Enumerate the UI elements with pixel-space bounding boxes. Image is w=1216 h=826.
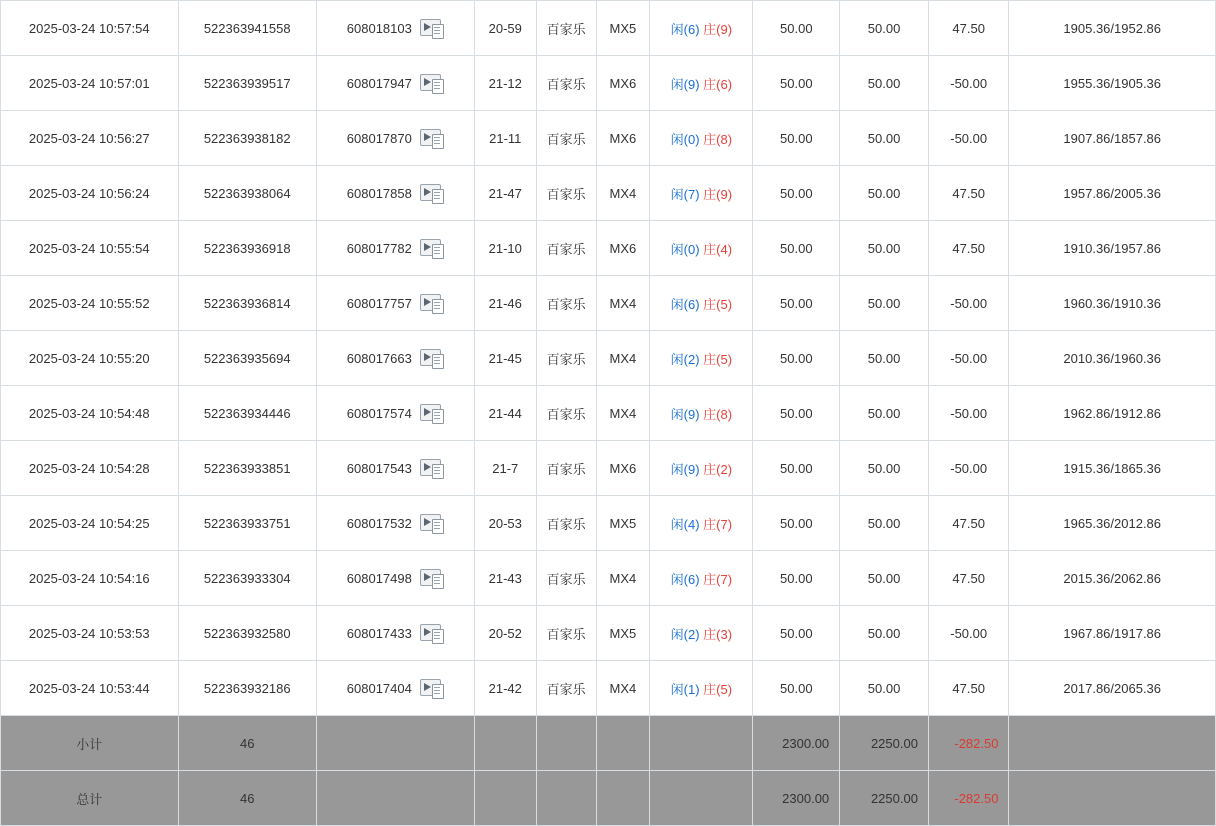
cell-payout: -50.00 xyxy=(928,606,1009,661)
round-no-text: 608017532 xyxy=(346,515,412,531)
cell-round-no xyxy=(316,496,474,551)
cell-table-no: 21-47 xyxy=(474,166,536,221)
round-no-text: 608017404 xyxy=(346,680,412,696)
cell-table-no: 21-7 xyxy=(474,441,536,496)
cell-valid-bet: 50.00 xyxy=(840,551,929,606)
cell-order-no: 522363941558 xyxy=(178,1,316,56)
cell-table-no: 21-45 xyxy=(474,331,536,386)
cell-bet-amount[interactable]: 50.00 xyxy=(753,661,840,716)
cell-table-no: 20-53 xyxy=(474,496,536,551)
cell-host: MX5 xyxy=(596,606,650,661)
cell-payout: -50.00 xyxy=(928,441,1009,496)
video-replay-icon[interactable] xyxy=(420,72,444,94)
cell-game: 百家乐 xyxy=(536,606,596,661)
result-banker: 庄(5) xyxy=(703,351,733,367)
cell-round-no xyxy=(316,441,474,496)
table-row xyxy=(1,441,1216,496)
subtotal-blank-balance xyxy=(1009,716,1216,771)
round-no-text: 608017498 xyxy=(346,570,412,586)
cell-order-no: 522363938182 xyxy=(178,111,316,166)
cell-payout: 47.50 xyxy=(928,1,1009,56)
result-banker: 庄(4) xyxy=(703,241,733,257)
cell-result xyxy=(650,331,753,386)
round-no-text: 608017858 xyxy=(346,185,412,201)
result-player: 闲(0) xyxy=(670,131,700,147)
cell-result xyxy=(650,221,753,276)
cell-game: 百家乐 xyxy=(536,56,596,111)
cell-host: MX6 xyxy=(596,221,650,276)
cell-result xyxy=(650,386,753,441)
cell-time: 2025-03-24 10:55:54 xyxy=(1,221,179,276)
cell-bet-amount[interactable]: 50.00 xyxy=(753,166,840,221)
table-row xyxy=(1,1,1216,56)
cell-time: 2025-03-24 10:53:44 xyxy=(1,661,179,716)
cell-order-no: 522363936814 xyxy=(178,276,316,331)
table-row xyxy=(1,551,1216,606)
total-payout: -282.50 xyxy=(928,771,1009,826)
total-blank-round xyxy=(316,771,474,826)
cell-table-no: 21-11 xyxy=(474,111,536,166)
cell-game: 百家乐 xyxy=(536,441,596,496)
cell-balance: 2010.36/1960.36 xyxy=(1009,331,1216,386)
cell-payout: -50.00 xyxy=(928,276,1009,331)
cell-table-no: 21-44 xyxy=(474,386,536,441)
table-row xyxy=(1,386,1216,441)
video-replay-icon[interactable] xyxy=(420,622,444,644)
cell-order-no: 522363932580 xyxy=(178,606,316,661)
table-row xyxy=(1,166,1216,221)
cell-result xyxy=(650,606,753,661)
cell-host: MX6 xyxy=(596,441,650,496)
cell-bet-amount[interactable]: 50.00 xyxy=(753,606,840,661)
cell-round-no xyxy=(316,1,474,56)
subtotal-row xyxy=(1,716,1216,771)
cell-balance: 1962.86/1912.86 xyxy=(1009,386,1216,441)
round-no-text: 608017574 xyxy=(346,405,412,421)
cell-host: MX4 xyxy=(596,551,650,606)
cell-payout: -50.00 xyxy=(928,56,1009,111)
result-player: 闲(9) xyxy=(670,76,700,92)
subtotal-blank-result xyxy=(650,716,753,771)
total-blank-host xyxy=(596,771,650,826)
cell-order-no: 522363934446 xyxy=(178,386,316,441)
cell-order-no: 522363939517 xyxy=(178,56,316,111)
cell-time: 2025-03-24 10:54:28 xyxy=(1,441,179,496)
round-no-text: 608018103 xyxy=(346,20,412,36)
result-banker: 庄(7) xyxy=(703,516,733,532)
cell-table-no: 21-42 xyxy=(474,661,536,716)
subtotal-payout: -282.50 xyxy=(928,716,1009,771)
round-no-text: 608017433 xyxy=(346,625,412,641)
cell-result xyxy=(650,551,753,606)
cell-time: 2025-03-24 10:57:54 xyxy=(1,1,179,56)
table-row xyxy=(1,221,1216,276)
result-banker: 庄(5) xyxy=(703,296,733,312)
cell-bet-amount[interactable]: 50.00 xyxy=(753,276,840,331)
cell-balance: 2015.36/2062.86 xyxy=(1009,551,1216,606)
cell-result xyxy=(650,111,753,166)
subtotal-blank-game xyxy=(536,716,596,771)
cell-result xyxy=(650,496,753,551)
result-player: 闲(6) xyxy=(670,296,700,312)
cell-valid-bet: 50.00 xyxy=(840,331,929,386)
total-row xyxy=(1,771,1216,826)
round-no-text: 608017782 xyxy=(346,240,412,256)
total-blank-table xyxy=(474,771,536,826)
cell-balance: 1960.36/1910.36 xyxy=(1009,276,1216,331)
subtotal-count: 46 xyxy=(178,716,316,771)
table-row xyxy=(1,56,1216,111)
cell-result xyxy=(650,166,753,221)
subtotal-blank-table xyxy=(474,716,536,771)
cell-table-no: 21-46 xyxy=(474,276,536,331)
result-player: 闲(2) xyxy=(670,626,700,642)
cell-time: 2025-03-24 10:56:24 xyxy=(1,166,179,221)
cell-host: MX4 xyxy=(596,276,650,331)
round-no-text: 608017870 xyxy=(346,130,412,146)
cell-payout: 47.50 xyxy=(928,221,1009,276)
cell-host: MX5 xyxy=(596,496,650,551)
cell-order-no: 522363935694 xyxy=(178,331,316,386)
cell-valid-bet: 50.00 xyxy=(840,166,929,221)
cell-valid-bet: 50.00 xyxy=(840,111,929,166)
table-row xyxy=(1,496,1216,551)
result-player: 闲(4) xyxy=(670,516,700,532)
video-replay-icon[interactable] xyxy=(420,17,444,39)
cell-order-no: 522363933851 xyxy=(178,441,316,496)
total-blank-game xyxy=(536,771,596,826)
cell-round-no xyxy=(316,221,474,276)
cell-result xyxy=(650,1,753,56)
video-replay-icon[interactable] xyxy=(420,567,444,589)
cell-payout: -50.00 xyxy=(928,111,1009,166)
cell-valid-bet: 50.00 xyxy=(840,1,929,56)
cell-game: 百家乐 xyxy=(536,496,596,551)
cell-round-no xyxy=(316,661,474,716)
cell-balance: 1907.86/1857.86 xyxy=(1009,111,1216,166)
cell-round-no xyxy=(316,111,474,166)
result-banker: 庄(7) xyxy=(703,571,733,587)
cell-game: 百家乐 xyxy=(536,1,596,56)
round-no-text: 608017947 xyxy=(346,75,412,91)
result-player: 闲(0) xyxy=(670,241,700,257)
round-no-text: 608017663 xyxy=(346,350,412,366)
video-replay-icon[interactable] xyxy=(420,512,444,534)
cell-time: 2025-03-24 10:54:48 xyxy=(1,386,179,441)
cell-bet-amount[interactable]: 50.00 xyxy=(753,1,840,56)
cell-payout: 47.50 xyxy=(928,496,1009,551)
cell-valid-bet: 50.00 xyxy=(840,56,929,111)
cell-payout: 47.50 xyxy=(928,661,1009,716)
cell-game: 百家乐 xyxy=(536,661,596,716)
total-blank-balance xyxy=(1009,771,1216,826)
video-replay-icon[interactable] xyxy=(420,347,444,369)
cell-round-no xyxy=(316,276,474,331)
cell-table-no: 20-59 xyxy=(474,1,536,56)
result-banker: 庄(5) xyxy=(703,681,733,697)
cell-bet-amount[interactable]: 50.00 xyxy=(753,331,840,386)
result-player: 闲(9) xyxy=(670,406,700,422)
cell-result xyxy=(650,56,753,111)
table-row xyxy=(1,276,1216,331)
result-player: 闲(6) xyxy=(670,571,700,587)
cell-order-no: 522363936918 xyxy=(178,221,316,276)
cell-balance: 1955.36/1905.36 xyxy=(1009,56,1216,111)
video-replay-icon[interactable] xyxy=(420,237,444,259)
cell-host: MX4 xyxy=(596,386,650,441)
cell-round-no xyxy=(316,386,474,441)
cell-time: 2025-03-24 10:54:25 xyxy=(1,496,179,551)
cell-host: MX4 xyxy=(596,661,650,716)
cell-host: MX5 xyxy=(596,1,650,56)
cell-table-no: 21-43 xyxy=(474,551,536,606)
cell-balance: 1957.86/2005.36 xyxy=(1009,166,1216,221)
cell-valid-bet: 50.00 xyxy=(840,441,929,496)
table-row xyxy=(1,111,1216,166)
cell-game: 百家乐 xyxy=(536,386,596,441)
cell-balance: 1967.86/1917.86 xyxy=(1009,606,1216,661)
cell-valid-bet: 50.00 xyxy=(840,496,929,551)
cell-time: 2025-03-24 10:55:52 xyxy=(1,276,179,331)
result-player: 闲(6) xyxy=(670,21,700,37)
cell-round-no xyxy=(316,166,474,221)
round-no-text: 608017543 xyxy=(346,460,412,476)
subtotal-label: 小计 xyxy=(1,716,179,771)
cell-order-no: 522363933751 xyxy=(178,496,316,551)
cell-payout: 47.50 xyxy=(928,551,1009,606)
cell-round-no xyxy=(316,551,474,606)
cell-balance: 2017.86/2065.36 xyxy=(1009,661,1216,716)
video-replay-icon[interactable] xyxy=(420,677,444,699)
cell-time: 2025-03-24 10:57:01 xyxy=(1,56,179,111)
subtotal-bet-amount: 2300.00 xyxy=(753,716,840,771)
cell-bet-amount[interactable]: 50.00 xyxy=(753,221,840,276)
cell-time: 2025-03-24 10:54:16 xyxy=(1,551,179,606)
video-replay-icon[interactable] xyxy=(420,182,444,204)
cell-order-no: 522363933304 xyxy=(178,551,316,606)
cell-bet-amount[interactable]: 50.00 xyxy=(753,496,840,551)
cell-host: MX4 xyxy=(596,166,650,221)
cell-host: MX6 xyxy=(596,111,650,166)
cell-time: 2025-03-24 10:55:20 xyxy=(1,331,179,386)
total-bet-amount: 2300.00 xyxy=(753,771,840,826)
result-banker: 庄(9) xyxy=(703,21,733,37)
cell-table-no: 21-10 xyxy=(474,221,536,276)
cell-table-no: 21-12 xyxy=(474,56,536,111)
cell-balance: 1910.36/1957.86 xyxy=(1009,221,1216,276)
result-player: 闲(2) xyxy=(670,351,700,367)
result-player: 闲(7) xyxy=(670,186,700,202)
cell-game: 百家乐 xyxy=(536,111,596,166)
total-count: 46 xyxy=(178,771,316,826)
cell-balance: 1965.36/2012.86 xyxy=(1009,496,1216,551)
cell-payout: -50.00 xyxy=(928,386,1009,441)
result-banker: 庄(8) xyxy=(703,406,733,422)
cell-balance: 1915.36/1865.36 xyxy=(1009,441,1216,496)
subtotal-blank-host xyxy=(596,716,650,771)
cell-time: 2025-03-24 10:56:27 xyxy=(1,111,179,166)
total-label: 总计 xyxy=(1,771,179,826)
cell-bet-amount[interactable]: 50.00 xyxy=(753,386,840,441)
total-blank-result xyxy=(650,771,753,826)
round-no-text: 608017757 xyxy=(346,295,412,311)
result-banker: 庄(3) xyxy=(703,626,733,642)
result-player: 闲(9) xyxy=(670,461,700,477)
result-banker: 庄(8) xyxy=(703,131,733,147)
total-valid-bet: 2250.00 xyxy=(840,771,929,826)
cell-valid-bet: 50.00 xyxy=(840,221,929,276)
cell-valid-bet: 50.00 xyxy=(840,276,929,331)
cell-game: 百家乐 xyxy=(536,221,596,276)
cell-balance: 1905.36/1952.86 xyxy=(1009,1,1216,56)
cell-round-no xyxy=(316,331,474,386)
table-row xyxy=(1,661,1216,716)
cell-bet-amount[interactable]: 50.00 xyxy=(753,441,840,496)
cell-valid-bet: 50.00 xyxy=(840,661,929,716)
video-replay-icon[interactable] xyxy=(420,292,444,314)
cell-game: 百家乐 xyxy=(536,166,596,221)
subtotal-blank-round xyxy=(316,716,474,771)
cell-order-no: 522363938064 xyxy=(178,166,316,221)
cell-result xyxy=(650,276,753,331)
result-player: 闲(1) xyxy=(670,681,700,697)
video-replay-icon[interactable] xyxy=(420,127,444,149)
cell-game: 百家乐 xyxy=(536,551,596,606)
cell-round-no xyxy=(316,56,474,111)
cell-bet-amount[interactable]: 50.00 xyxy=(753,56,840,111)
subtotal-valid-bet: 2250.00 xyxy=(840,716,929,771)
result-banker: 庄(6) xyxy=(703,76,733,92)
cell-result xyxy=(650,661,753,716)
cell-order-no: 522363932186 xyxy=(178,661,316,716)
cell-host: MX4 xyxy=(596,331,650,386)
cell-table-no: 20-52 xyxy=(474,606,536,661)
video-replay-icon[interactable] xyxy=(420,402,444,424)
cell-bet-amount[interactable]: 50.00 xyxy=(753,111,840,166)
cell-valid-bet: 50.00 xyxy=(840,606,929,661)
cell-time: 2025-03-24 10:53:53 xyxy=(1,606,179,661)
result-banker: 庄(2) xyxy=(703,461,733,477)
cell-payout: -50.00 xyxy=(928,331,1009,386)
video-replay-icon[interactable] xyxy=(420,457,444,479)
result-banker: 庄(9) xyxy=(703,186,733,202)
cell-game: 百家乐 xyxy=(536,276,596,331)
cell-payout: 47.50 xyxy=(928,166,1009,221)
table-row xyxy=(1,606,1216,661)
cell-result xyxy=(650,441,753,496)
cell-host: MX6 xyxy=(596,56,650,111)
table-row xyxy=(1,331,1216,386)
cell-valid-bet: 50.00 xyxy=(840,386,929,441)
cell-bet-amount[interactable]: 50.00 xyxy=(753,551,840,606)
cell-game: 百家乐 xyxy=(536,331,596,386)
cell-round-no xyxy=(316,606,474,661)
